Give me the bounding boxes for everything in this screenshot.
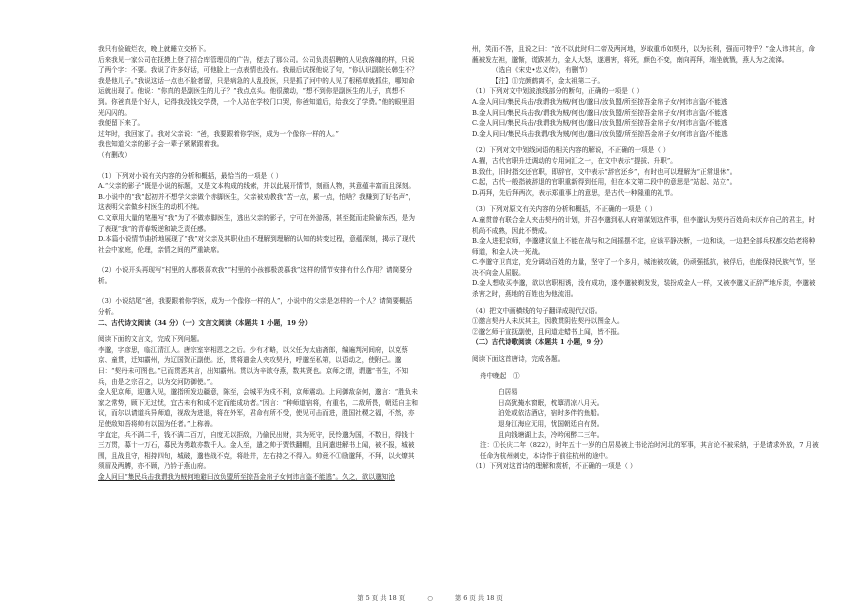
passage-paragraph: 宇直定，兵不满二千，钱不满二百万，自度无以拒敌，乃偷民出财，共为死守，民怜邈为国，不数日，得钱十三万贯，募十一万石，募民为勇敢亦数千人。金人至，遣之帅于贾铁翻帽，且问遣进解书上闻，被不报，城被围，且战且守，相持四旬，城破，邈巷战不克，将赴井，左右持之不得入。帅竟不①励邈拜，不拜，以火燎其须眉及两膊，亦不顾，乃钤于燕山府。: [98, 430, 415, 471]
poem-line: 且向钱塘湖上去，冷吟闲醉二三年。: [498, 430, 604, 439]
section-heading: 二、古代诗文阅读（34 分）（一）文言文阅读（本题共 1 小题，19 分）: [98, 318, 312, 327]
sentence-1: ①邀言契丹人未厌其主，因教贯阴佐契丹以图金人。: [472, 317, 624, 326]
option-a: A.童贯曾有联合金人夹击契丹的计划，并召李邈到私人府第谋划这件事，但李邈认为契丹百姓尚未厌弃自己的君主，时机尚不成熟，因此不赞成。: [472, 215, 816, 235]
page-footer: [0, 593, 860, 602]
option-d: D.金人想收买李邈，欲以官职相诱，没有成功，遂李邈被剃发发，装扮成金人一样，又被李邈义正辞严地斥责，李邈被杀害之时，燕地的百姓也为他流泪。: [472, 279, 816, 299]
question-3: （3）下列对原文有关内容的分析和概括，不正确的一项是（ ）: [472, 205, 657, 214]
option-b: B.金人进犯京师，李邈建议皇上不能在战与和之间摇摆不定，应该平静决断，一边和谈，一边把全部兵权都交给老将种师道，和金人决一死战。: [472, 237, 816, 256]
annotation: 【注】①完颜鹤离不，金太祖第二子。: [492, 76, 605, 85]
text-line: 我只有俭破烂衣，晚上就睡立交桥下。: [98, 45, 211, 53]
sentence-2: ②邈乞师于宣抚副使，且问道走蜡书上闻，皆不报。: [472, 327, 624, 336]
option-a: A.擢，古代官职升迁调动的专用词汇之一，在文中表示“提拔、升职”。: [472, 156, 677, 165]
option-c: C.起，古代一般指被辞退的官职重新得到任用，但在本文第二段中的意思是“站起、站立”。: [472, 178, 737, 187]
option-d: D.本篇小说情节曲折地展现了“我”对父亲及其职业由不理解到理解的认知的转变过程，意蕴深刻，揭示了现代社会中家庭，伦理，亲情之间的严重缺席。: [98, 235, 416, 254]
poem-note: 注：①长庆二年（822），时年五十一岁的白居易被上书论治时河北的军事，其言论不被采纳，于是请求外放，7 月被任命为杭州刺史，本诗作于前往杭州的途中。: [480, 441, 819, 460]
option-c: C.文章用大量的笔墨写“我”为了不做赤脚医生，逃出父亲的影子，宁可在外游荡，甚至挺而走险偷东西，是为了表现“我”的青春叛逆和缺乏责任感。: [98, 213, 415, 233]
poem-line: 泊处或依沽酒店，宿时多伴钓鱼船。: [498, 409, 604, 418]
text-line: 我便留下来了。: [98, 119, 145, 128]
option-a: A.金人问曰/集民兵击/我谓我为贼/何也/邈曰/汝负盟/所至掠吾金帛子女/何讳言盗/不能逃: [472, 97, 728, 106]
passage-paragraph: 金人犯京师，迎邈入见，邈指所发边疆意，陈至，会城平为戍不利，京师震动。上问御敌奈何，邈言：“胜负未家之常势，顾下无过忧，宜古未有和成不定而能成功者。”因言：“种师道宿将，有重名，二敌所畏，朝廷自主和议，而尔以请道兵异师道，视敌为进退，将在外军，君命有所不受，使见可击而进，胜国社稷之福，不然，亦足使敌知吾将帅有以国为任者。”上称善。: [98, 388, 418, 428]
question-2: （2）小说开头再现写“村里的人都极喜欢我”“村里的小孩都极羡慕我”这样的情节安排有什么作用？请简要分析。: [98, 266, 413, 285]
question-1: （1）下列对这首诗的理解和赏析，不正确的一项是（ ）: [472, 462, 637, 471]
text-line: 过年时，我回家了。我对父亲说：“爸，我要跟着你学医，成为一个像你一样的人。”: [98, 129, 339, 138]
source-note: （选自《宋史•忠义传》，有删节）: [492, 66, 592, 75]
option-d: D.金人问曰/集民兵击我谓/我为贼/何也/邈曰/汝负盟/所至掠吾金帛子女/何讳言盗/不能逃: [472, 129, 728, 138]
poem-line: 退身江海应无用，忧国朝廷自有贤。: [498, 420, 604, 428]
passage-paragraph: 州，笑而不答，且说之曰：“汝不以此时归二帝及两河地，岁取重币如契丹，以为长利，强而可特乎？”金人讳其言，命蘸被发左袒，邈惭，谎跋甚力，金人大怒，遂遇害，将死，颜色不变，南向再拜，端坐就戮，燕人为之流涕。: [472, 45, 816, 64]
fold-marker: ○: [427, 594, 433, 602]
question-2: （2）下列对文中划线词语的相关内容的解说，不正确的一项是（ ）: [472, 146, 670, 155]
option-b: B.小说中的“我”起初并不想学父亲做个赤脚医生，父亲被劝教我“苦一点，累一点，怕啥？我赚到了好名声”，这表明父亲做乡村医生的动机不纯。: [98, 192, 416, 212]
poem-author: 白居易: [498, 388, 518, 397]
option-b: B.致仕，旧时指交还官职，即辞官，文中表示“辞官还乡”，有时也可以理解为“正常退休”。: [472, 167, 737, 176]
section-heading: （二）古代诗歌阅读（本题共 1 小题，9 分）: [472, 338, 607, 347]
text-line: 后来我见一家公司在抚摸上登了招合库管理员的广告，便去了那公司。公司负责招聘的人见我落魄的样，只说了两个字：不要。我说了许多好话，可他脸上一点表情也没有。我最后试探他说了句，“你认识副院长韩生不？我是他儿子。”我说这话一点也不脸者留，只是病急的人乱投医，只是抓了河中的人见了根稻草就抓住，哪知命运就出现了。他说：“你真的是副医生的儿子？”我点点头。他很激动，“想不到你是副医生的儿子，真想不到。你爸真是个好人，记得我没钱交学费，一个人站在学校门口哭，你爸知道后，给我交了学费。”他的眼里泪光闪闪的。: [98, 55, 418, 117]
wavy-underlined-sentence: 金人问曰“集民兵击我谓我为贼何地避曰汝负盟所至掠吾金帛子女何讳言盗不能逃”。久之，欲以邈知沧: [98, 472, 395, 481]
option-d: D.再拜，先后拜两次，表示郑重事上的意思，是古代一种隆重的礼节。: [472, 188, 677, 197]
left-page-number: 第 5 页 共 18 页: [357, 594, 406, 602]
option-b: B.金人问曰/集民兵击我/谓我为贼/何也/邈曰/汝负盟/所至掠吾金帛子女/何讳言盗/不能逃: [472, 108, 728, 117]
source-note: （有删改）: [98, 150, 131, 159]
right-page-number: 第 6 页 共 18 页: [454, 594, 503, 602]
option-c: C.金人问曰/集民兵击/我谓我为贼/何也/邈曰/汝负盟/所至掠吾金帛子女/何讳言盗/不能逃: [472, 119, 728, 128]
right-page: [430, 0, 860, 608]
option-a: A.“父亲的影子”既是小说的标题，又是文本构成的线索，并以此展开情节，刻画人物，其意蕴丰富而且深刻。: [98, 182, 415, 191]
question-4: （4）把文中画横线的句子翻译成现代汉语。: [472, 306, 602, 315]
instruction: 阅读下面这首唐诗，完成各题。: [472, 355, 565, 364]
poem-title: 舟中晚起 ①: [480, 371, 520, 380]
question-3: （3）小说结尾“爸，我要跟着你学医，成为一个像你一样的人”，小说中的父亲是怎样的一个人？请简要概括分析。: [98, 297, 413, 317]
instruction: 阅读下面的文言文，完成下列问题。: [98, 335, 204, 344]
poem-line: 日高犹掩水窗眠，枕簟清凉八月天。: [498, 398, 604, 407]
passage-paragraph: 李邈，字彦思，临江清江人。唐宗室宰相恩之之后。少有才略，以父任为太庙斋郎，编遍判河间府，以克蔡京、童贯，迁知霸州，为辽国贺正副使。还，贯将遣金人夹攻契丹，呼邈至私第，以语动之，使附己。邈曰：“契丹未可图也。”已而贯恶其言，出知霸州。贯以为辛欲夺燕，数其贤也。京师之谓，谓邈“书生，不知兵，由是之宗召之，以为交河防御使。”。: [98, 345, 409, 386]
option-c: C.李邈守卫真定，充分调动百姓的力量，坚守了一个多月，城池被攻破，仍顽强抵抗，被俘后，也能保持民族气节，坚决不向金人屈服。: [472, 258, 816, 277]
text-line: 我也知道父亲的影子会一辈子紧紧跟着我。: [98, 140, 224, 149]
question-1: （1）下列对文中划波浪线部分的断句，正确的一项是（ ）: [472, 87, 644, 96]
question-1: （1）下列对小说有关内容的分析和概括，最恰当的一项是（ ）: [98, 171, 283, 180]
